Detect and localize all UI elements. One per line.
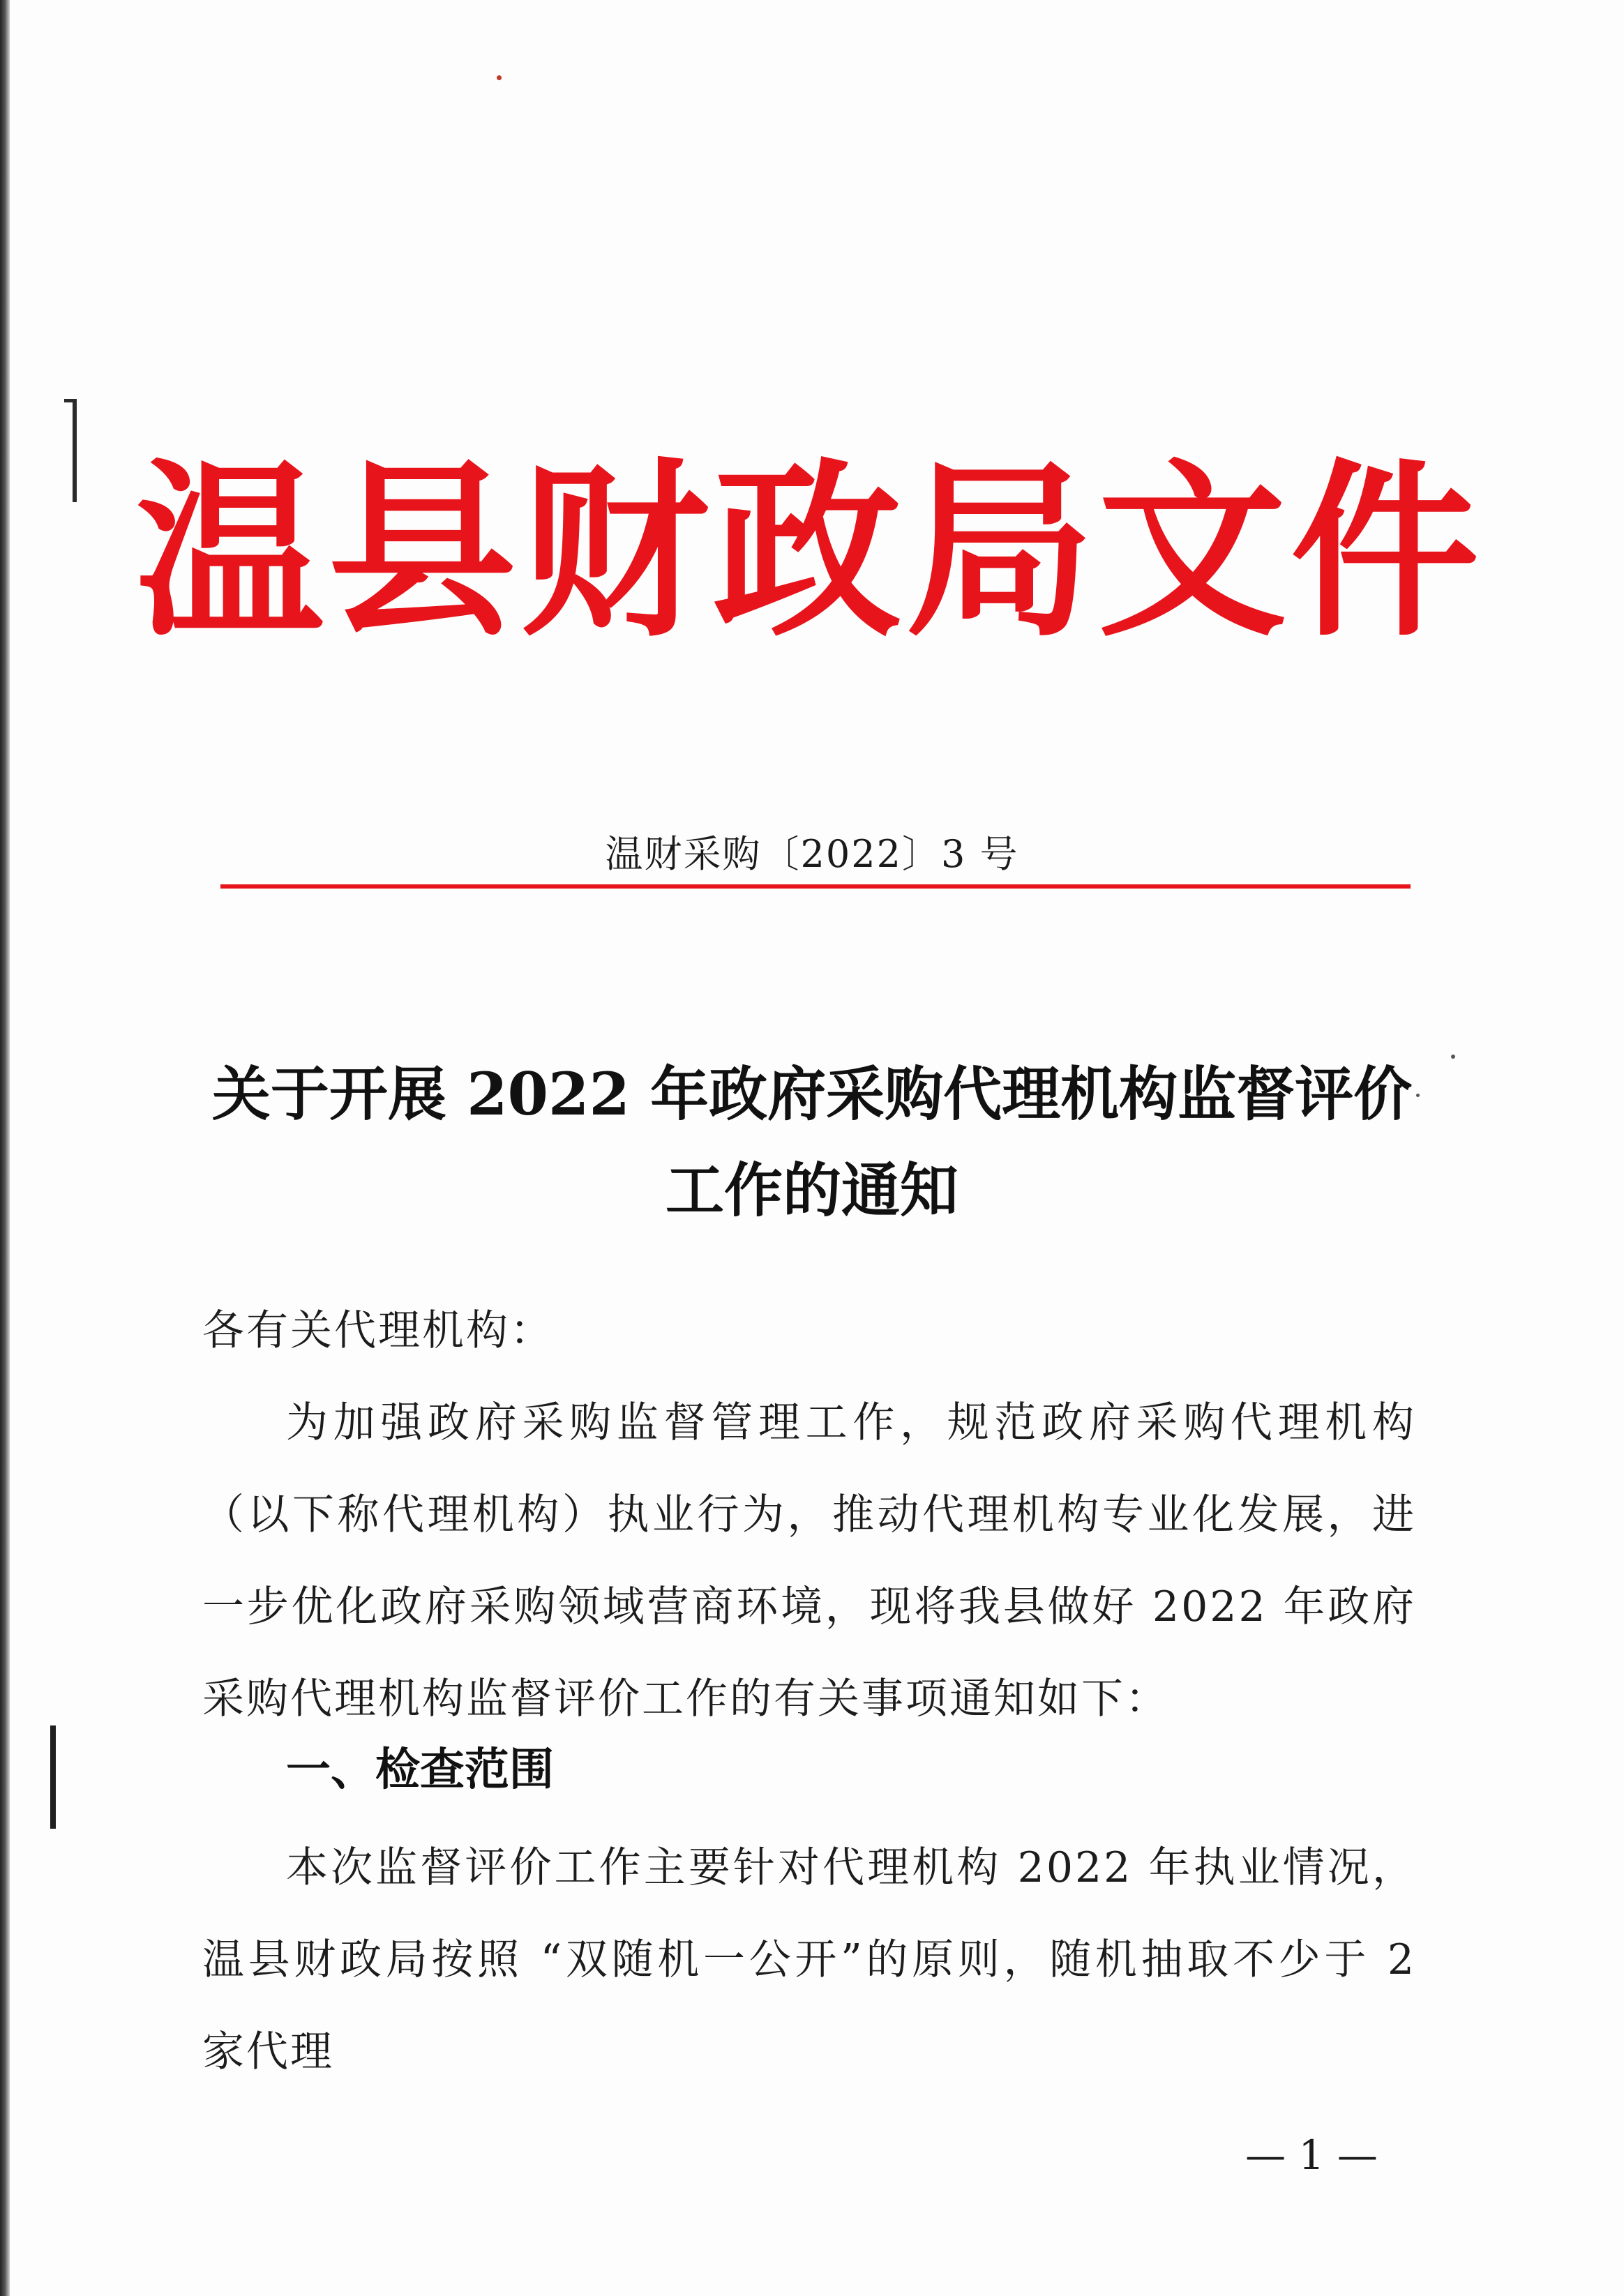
salutation: 各有关代理机构：	[202, 1306, 554, 1355]
issuing-authority-title: 温县财政局文件	[135, 440, 1483, 662]
scan-mark	[64, 399, 77, 402]
page-number: — 1 —	[1245, 2131, 1378, 2179]
scan-speck	[1451, 1055, 1455, 1059]
notice-title	[181, 1046, 1443, 1239]
body-paragraph-1: 为加强政府采购监督管理工作，规范政府采购代理机构（以下称代理机构）执业行为，推动代理机构专业化发展，进一步优化政府采购领域营商环境，现将我县做好 2022 年政府采购代理机构监督评价工作的有关事项通知如下：	[202, 1398, 1416, 1723]
red-separator-line	[220, 884, 1411, 889]
notice-title-line-2: 工作的通知	[665, 1156, 958, 1225]
body-paragraph-2: 本次监督评价工作主要针对代理机构 2022 年执业情况，温县财政局按照 “双随机一公开”的原则，随机抽取不少于 2 家代理	[202, 1843, 1416, 2076]
document-number: 温财采购〔2022〕3 号	[605, 832, 1019, 876]
notice-title-line-1: 关于开展 2022 年政府采购代理机构监督评价	[211, 1059, 1413, 1128]
scan-edge	[0, 0, 10, 2296]
scan-speck	[497, 75, 502, 80]
scan-mark	[73, 399, 77, 502]
scan-mark	[50, 1725, 56, 1829]
section-heading-scope: 一、检查范围	[286, 1744, 554, 1796]
